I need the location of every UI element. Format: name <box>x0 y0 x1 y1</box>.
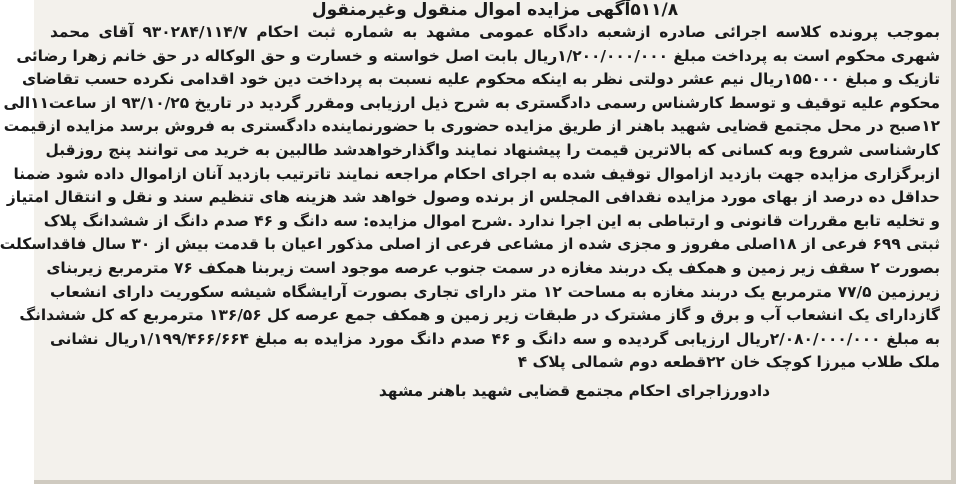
page-edge <box>951 0 956 484</box>
notice-line: محکوم علیه توقیف و توسط کارشناس رسمی دادگستری به شرح ذیل ارزیابی ومقرر گردید در تاریخ ۹۳/۱۰/۲۵ از ساعت۱۱الی <box>3 93 940 112</box>
notice-line: به مبلغ ۲/۰۸۰/۰۰۰/۰۰۰ریال ارزیابی گردیده و سه دانگ و ۴۶ صدم دانگ مورد مزایده به مبلغ ۱/۱۹۹/۴۶۶/۶۶۴ریال نشانی <box>50 329 941 348</box>
notice-line: بصورت ۲ سقف زیر زمین و همکف یک دربند مغازه در سمت جنوب عرصه موجود است زیربنا همکف ۷۶ مترمربع زیربنای <box>46 258 940 277</box>
notice-line: گازدارای یک انشعاب آب و برق و گاز مشترک در طبقات زیر زمین و همکف جمع عرصه کل ۱۳۶/۵۶ مترمربع که کل ششدانگ <box>19 306 940 325</box>
notice-line: و تخلیه تابع مقررات قانونی و ارتباطی به این اجرا ندارد .شرح اموال مزایده: سه دانگ و ۴۶ صدم دانگ از ششدانگ پلاک <box>43 211 940 230</box>
notice-line: زیرزمین ۷۷/۵ مترمربع یک دربند مغازه به مساحت ۱۲ متر دارای تجاری بصورت آرایشگاه شیشه سکوریت دارای انشعاب <box>50 282 941 301</box>
notice-line: شهری محکوم است به پرداخت مبلغ ۱/۲۰۰/۰۰۰/۰۰۰ریال بابت اصل خواسته و خسارت و حق الوکاله در حق خانم زهرا رضائی <box>16 46 940 65</box>
notice-line: تازیک و مبلغ ۱۵۵۰۰۰ریال نیم عشر دولتی نظر به اینکه محکوم علیه نسبت به پرداخت دین خود اقدامی نکرده حسب تقاضای <box>22 70 940 89</box>
notice-line: ثبتی ۶۹۹ فرعی از ۱۸اصلی مفروز و مجزی شده از مشاعی فرعی از اصلی مذکور اعیان با قدمت بیش از ۳۰ سال فاقداسکلت <box>0 235 940 254</box>
notice-line: حداقل ده درصد از بهای مورد مزایده نقدافی المجلس از برنده وصول خواهد شد هزینه های تنظیم سند و نقل و انتقال امتیاز <box>6 188 940 207</box>
notice-line: بموجب پرونده کلاسه اجرائی صادره ازشعبه دادگاه عمومی مشهد به شماره ثبت احکام ۹۳۰۲۸۴/۱۱۴/۷ آقای محمد <box>50 23 940 41</box>
notice-title: ۵۱۱/۸آگهی مزایده اموال منقول وغیرمنقول <box>311 0 679 20</box>
page-edge <box>34 480 956 484</box>
notice-signature: دادورزاجرای احکام مجتمع قضایی شهید باهنر مشهد <box>378 381 770 400</box>
notice-line: کارشناسی شروع وبه کسانی که بالاترین قیمت را پیشنهاد نمایند واگذارخواهدشد طالبین به خرید می توانند پنج روزقبل <box>45 140 940 159</box>
notice-line: ۱۲صبح در محل مجتمع قضایی شهید باهنر از طریق مزایده حضوری با حضورنماینده دادگستری به فروش برسد مزایده ازقیمت <box>3 117 940 136</box>
notice-line: ملک طلاب میرزا کوچک خان ۲۲قطعه دوم شمالی پلاک ۴ <box>517 353 940 372</box>
notice-line: ازبرگزاری مزایده جهت بازدید ازاموال توقیف شده به اجرای احکام مراجعه نمایند تاترتیب بازدید آنان ازاموال داده شود ضمنا <box>13 164 940 183</box>
